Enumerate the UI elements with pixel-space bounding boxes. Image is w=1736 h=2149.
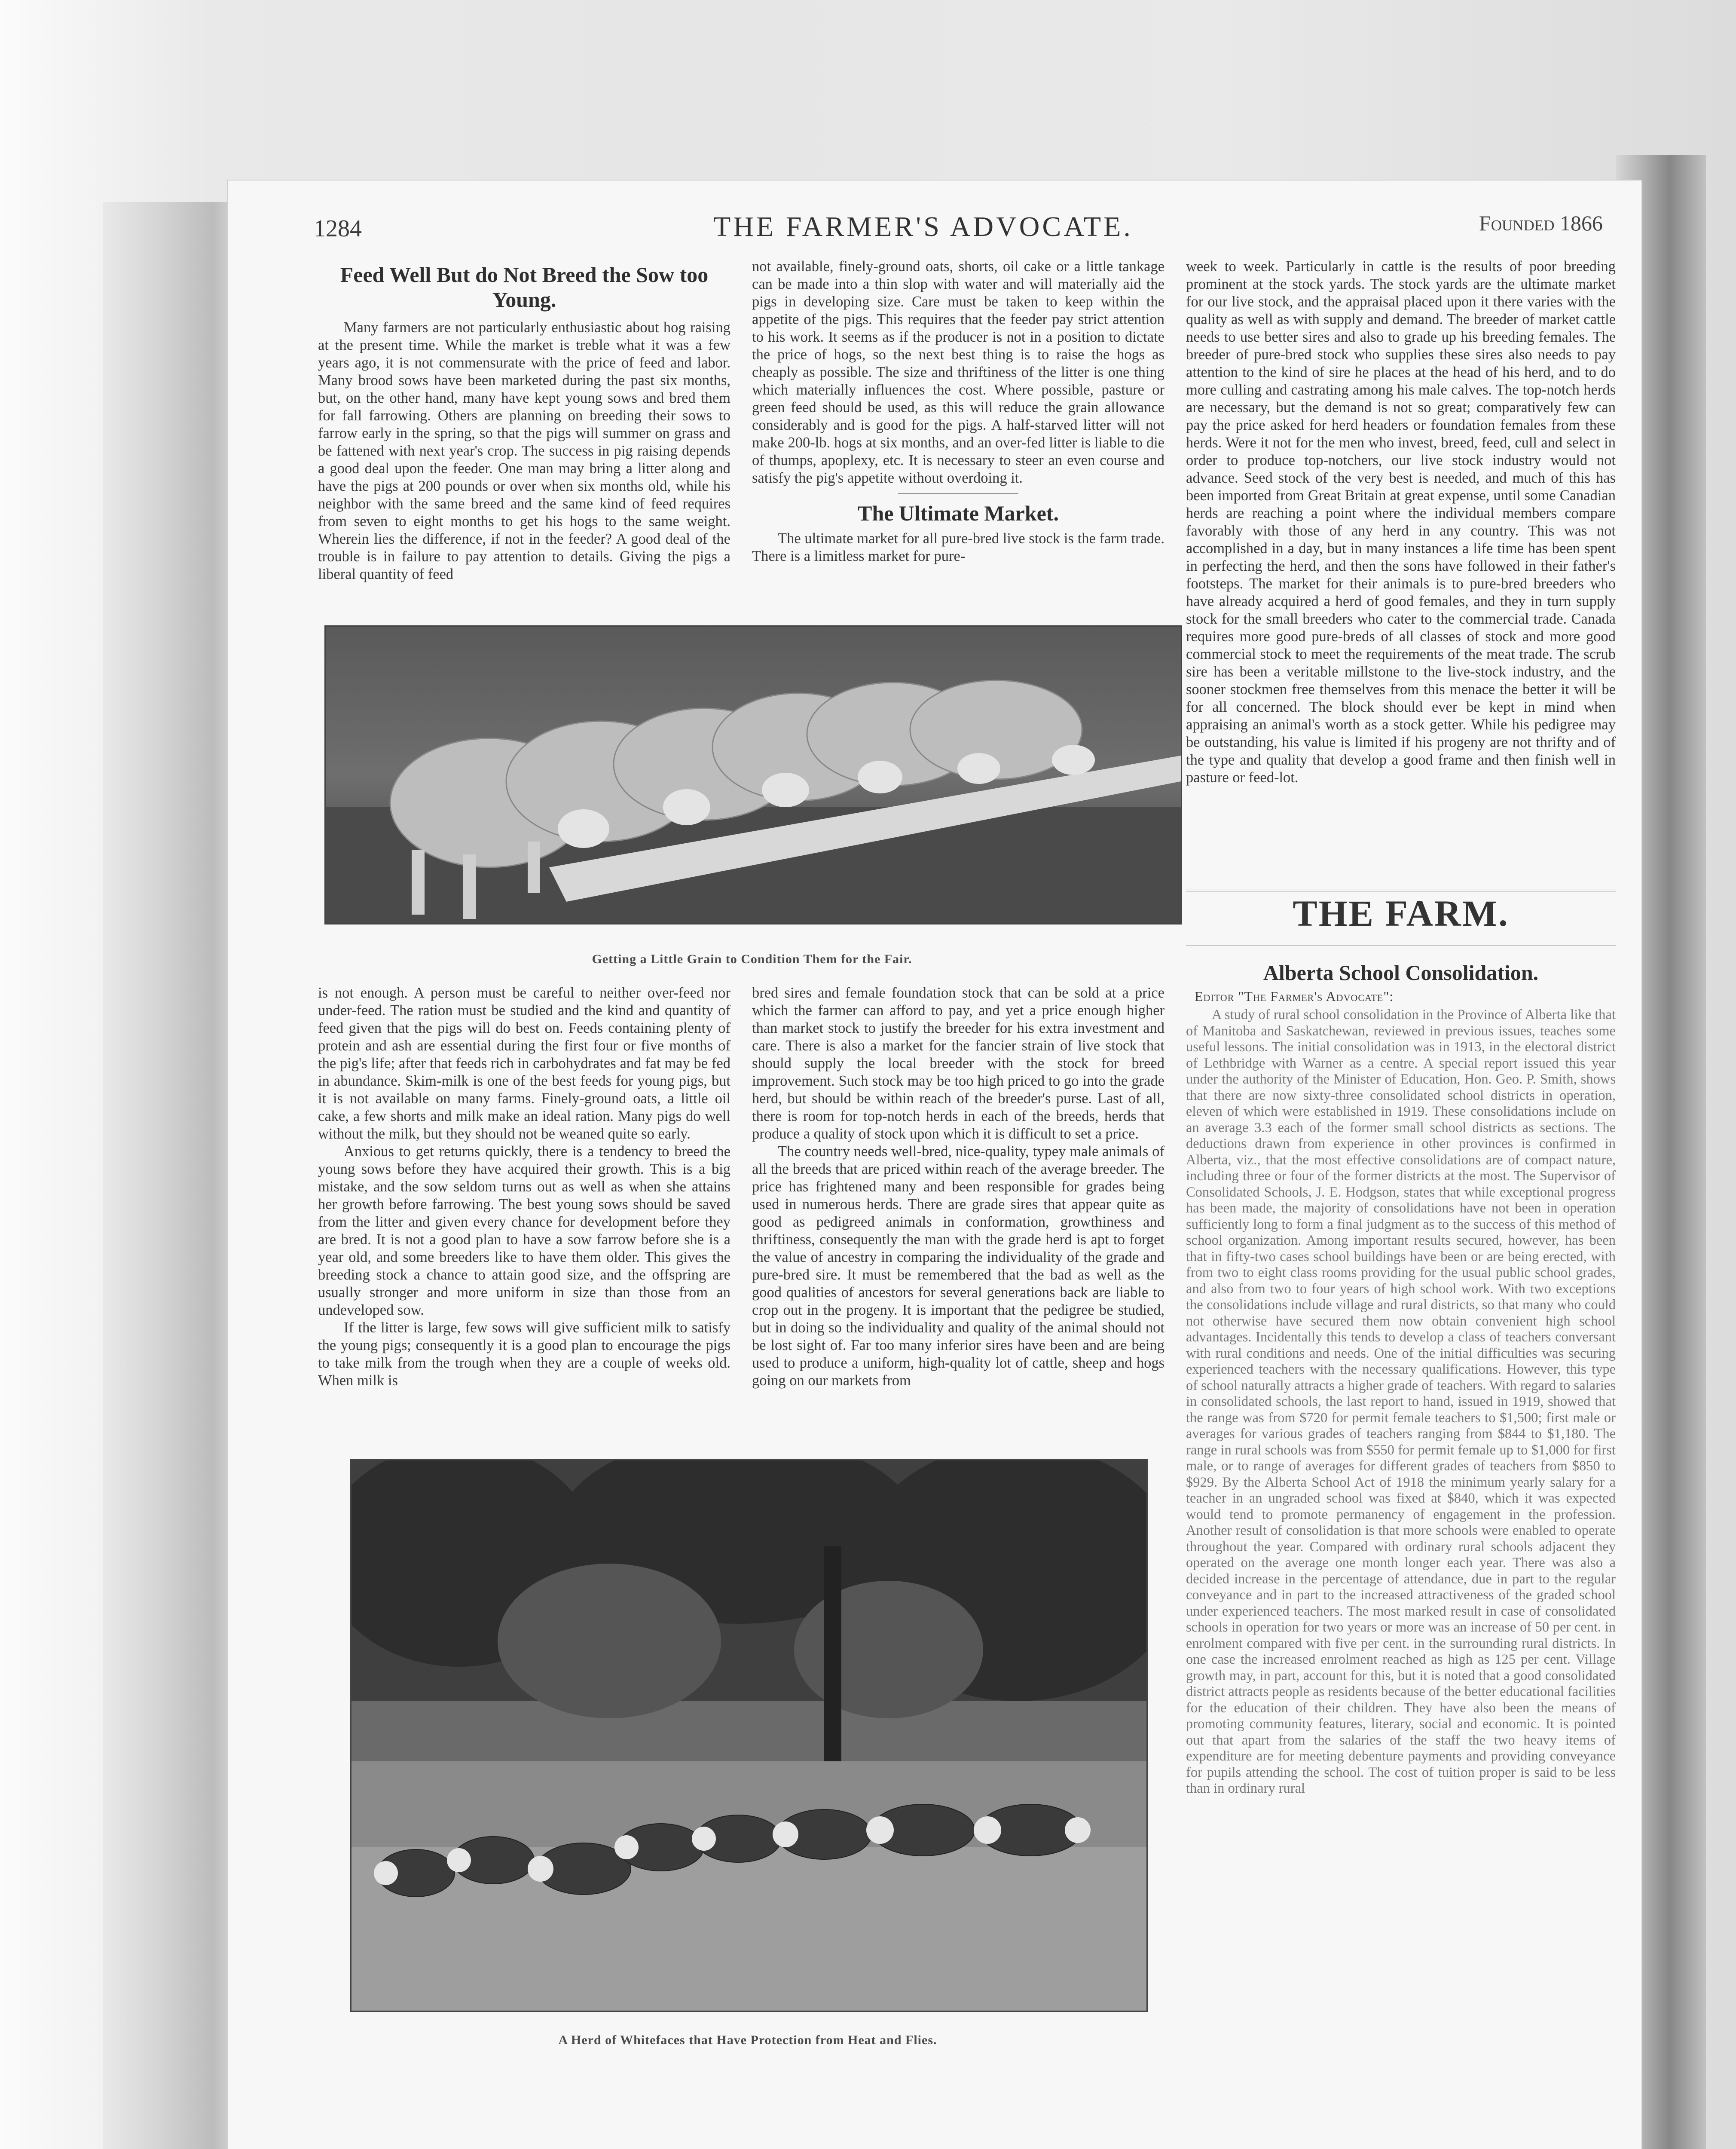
cattle-illustration [351, 1460, 1146, 2011]
column-2-bottom [752, 984, 1164, 1390]
article-title-ultimate: The Ultimate Market. [858, 501, 1059, 525]
paragraph: is not enough. A person must be careful to neither over-feed nor under-feed. The ration must be studied and the kind and quantity of feed given that the pigs will do best on. Feeds containing plenty of protein and ash are essential during the first four or five months of the pig's life; after that feeds rich in carbohydrates and fat may be fed in abundance. Skim-milk is one of the best feeds for young pigs, but it is not available on many farms. Finely-ground oats, a little oil cake, a few shorts and milk make an ideal ration. Many pigs do well without the milk, but they should not be weaned quite so early. [318, 985, 730, 1142]
section-heading: THE FARM. [1293, 893, 1509, 934]
sheep-photo-caption: Getting a Little Grain to Condition Them for the Fair. [592, 952, 912, 966]
editor-line: Editor "The Farmer's Advocate": [1195, 989, 1394, 1004]
sheep-illustration [326, 627, 1181, 923]
founded-line: Founded 1866 [1479, 211, 1603, 235]
column-1-top [318, 262, 730, 583]
paragraph: week to week. Particularly in cattle is the results of poor breeding prominent at the stock yards. The stock yards are the ultimate market for our live stock, and the appraisal placed upon it there varies with the quality as well as with supply and demand. The breeder of market cattle needs to use better sires and also to grade up his breeding females. The breeder of pure-bred stock who supplies these sires also needs to pay attention to the kind of sire he places at the head of his herd, and to do more culling and castrating among his male calves. The top-notch herds are necessary, but the demand is not so great; comparatively few can pay the price asked for herd headers or foundation females from these herds. Were it not for the men who invest, breed, feed, cull and select in order to produce top-notchers, our live stock industry would not advance. Seed stock of the very best is needed, and much of this has been imported from Great Britain at great expense, until some Canadian herds are reaching a point where the individual members compare favorably with those of any herd in any country. This was not accomplished in a day, but in many instances a life time has been spent in perfecting the herd, and then the sons have followed in their father's footsteps. The market for their animals is to pure-bred breeders who have already acquired a herd of good females, and they in turn supply stock for the small breeders who cater to the commercial trade. Canada requires more good pure-breds of all classes of stock and more good commercial stock to meet the requirements of the meat trade. The scrub sire has been a veritable millstone to the live-stock industry, and the sooner stockmen free themselves from this menace the better it will be for all concerned. The block should ever be kept in mind when appraising an animal's worth as a stock getter. While his pedigree may be outstanding, his value is limited if his progeny are not thrifty and of the type and quality that develop a good frame and then finish well in pasture or feed-lot. [1186, 258, 1616, 786]
section-rule-top [1186, 890, 1616, 891]
page-header [314, 211, 1603, 249]
paragraph: Many farmers are not particularly enthusiastic about hog raising at the present time. While the market is treble what it was a few years ago, it is not commensurate with the price of feed and labor. Many brood sows have been marketed during the past six months, but, on the other hand, many have kept young sows and bred them for fall farrowing. Others are planning on breeding their sows to farrow early in the spring, so that the pigs will summer on grass and be fattened with next year's crop. The success in pig raising depends a good deal upon the feeder. One man may bring a litter along and have the pigs at 200 pounds or over when six months old, while his neighbor with the same breed and the same kind of feed requires from seven to eight months to get his hogs to the same weight. Wherein lies the difference, if not in the feeder? A good deal of the trouble is in failure to pay attention to details. Giving the pigs a liberal quantity of feed [318, 319, 730, 582]
page-number: 1284 [314, 215, 362, 242]
paragraph: If the litter is large, few sows will give sufficient milk to satisfy the young pigs; consequently it is a good plan to encourage the pigs to take milk from the trough when they are a couple of weeks old. When milk is [318, 1319, 730, 1389]
column-3-top [1186, 258, 1616, 787]
paragraph: The ultimate market for all pure-bred live stock is the farm trade. There is a limitless market for pure- [752, 530, 1164, 564]
column-3-bottom [1186, 958, 1616, 1797]
column-1-bottom [318, 984, 730, 1390]
column-2-top [752, 258, 1164, 565]
article-title-feed: Feed Well But do Not Breed the Sow too Young. [340, 263, 709, 312]
cattle-photo [350, 1459, 1148, 2012]
paragraph: The country needs well-bred, nice-quality, typey male animals of all the breeds that are priced within reach of the average breeder. The price has frightened many and been responsible for grades being used in numerous herds. There are grade sires that appear quite as good as pedigreed animals in conformation, growthiness and thriftiness, consequently the man with the grade herd is apt to forget the value of ancestry in comparing the individuality of the grade and pure-bred sire. It must be remembered that the bad as well as the good qualities of ancestors for several generations back are liable to crop out in the progeny. It is important that the pedigree be studied, but in doing so the individuality and quality of the animal should not be lost sight of. Far too many inferior sires have been and are being used to produce a uniform, high-quality lot of cattle, sheep and hogs going on our markets from [752, 1143, 1164, 1389]
masthead: THE FARMER'S ADVOCATE. [713, 211, 1133, 242]
cattle-photo-caption: A Herd of Whitefaces that Have Protection from Heat and Flies. [558, 2033, 937, 2047]
paragraph: not available, finely-ground oats, shorts, oil cake or a little tankage can be made into a thin slop with water and will materially aid the pigs in developing size. Care must be taken to keep within the appetite of the pigs. This requires that the feeder pay strict attention to his work. It seems as if the producer is not in a position to dictate the price of hogs, so the next best thing is to raise the hogs as cheaply as possible. The size and thriftiness of the litter is one thing which materially influences the cost. Where possible, pasture or green feed should be used, as this will reduce the grain allowance considerably and is good for the pigs. A half-starved litter will not make 200-lb. hogs at six months, and an over-fed litter is liable to die of thumps, apoplexy, etc. It is necessary to steer an even course and satisfy the pig's appetite without overdoing it. [752, 258, 1164, 486]
divider [898, 493, 1018, 494]
page-edges-left [103, 202, 241, 2149]
section-rule-bottom [1186, 946, 1616, 947]
paragraph: bred sires and female foundation stock that can be sold at a price which the farmer can afford to pay, and yet a price enough higher than market stock to justify the breeder for his extra investment and care. There is also a market for the fancier strain of live stock that should supply the local breeder with the stock for breed improvement. Such stock may be too high priced to go into the grade herd, but should be within reach of the breeder's purse. Last of all, there is room for top-notch herds in each of the breeds, herds that produce a quality of stock upon which it is difficult to set a price. [752, 985, 1164, 1142]
paragraph: A study of rural school consolidation in the Province of Alberta like that of Manitoba and Saskatchewan, reviewed in previous issues, teaches some useful lessons. The initial consolidation was in 1913, in the electoral district of Lethbridge with Warner as a centre. A special report issued this year under the authority of the Minister of Education, Hon. Geo. P. Smith, shows that there are now sixty-three consolidated school districts in operation, eleven of which were established in 1919. These consolidations include on an average 3.3 each of the former small school districts as sections. The deductions drawn from experience in other provinces is confirmed in Alberta, viz., that the most effective consolidations are of compact nature, including three or four of the former districts at the most. The Supervisor of Consolidated Schools, J. E. Hodgson, states that while exceptional progress has been made, the majority of consolidations have not been in operation sufficiently long to form a final judgment as to the success of this method of school organization. Among important results secured, however, has been that in fifty-two cases school buildings have been or are being erected, with from two to eight class rooms providing for the usual public school grades, and also from two to four years of high school work. With two exceptions the consolidations include village and rural districts, so that many who could not otherwise have secured them now obtain convenient high school advantages. Incidentally this tends to develop a class of teachers conversant with rural conditions and needs. One of the initial difficulties was securing experienced teachers with the necessary qualifications. However, this type of school naturally attracts a higher grade of teachers. With regard to salaries in consolidated schools, the last report to hand, issued in 1919, showed that the range was from $720 for permit female teachers to $1,500; first male or averages for various grades of teachers ranging from $844 to $1,180. The range in rural schools was from $550 for permit female up to $1,000 for first male, or to range of averages for different grades of teachers from $850 to $929. By the Alberta School Act of 1918 the minimum yearly salary for a teacher in an ungraded school was fixed at $840, which it was expected would tend to promote permanency of engagement in the profession. Another result of consolidation is that more schools were enabled to operate throughout the year. Compared with ordinary rural schools adjacent they operated on the average one month longer each year. There was also a decided increase in the percentage of attendance, due in part to the regular conveyance and in part to the increased attractiveness of the graded school under experienced teachers. The most marked result in case of consolidated schools in operation for two years or more was an increase of 50 per cent. in enrolment compared with five per cent. in the surrounding rural districts. In one case the increased enrolment reached as high as 125 per cent. Village growth may, in part, account for this, but it is noted that a good consolidated district attracts people as residents because of the better educational facilities for the education of their children. They have also been the means of promoting community features, literary, social and economic. It is pointed out that apart from the salaries of the staff the two heavy items of expenditure are for meeting debenture payments and providing conveyance for pupils attending the school. The cost of tuition proper is said to be less than in ordinary rural [1186, 1007, 1616, 1796]
paragraph: Anxious to get returns quickly, there is a tendency to breed the young sows before they have acquired their growth. This is a big mistake, and the sow seldom turns out as well as when she attains her growth before farrowing. The best young sows should be saved from the litter and given every chance for development before they are bred. It is not a good plan to have a sow farrow before she is a year old, and some breeders like to have them older. This gives the breeding stock a chance to attain good size, and the offspring are usually stronger and more uniform in size than those from an undeveloped sow. [318, 1143, 730, 1318]
sheep-photo [324, 625, 1182, 924]
article-title-alberta: Alberta School Consolidation. [1263, 961, 1539, 985]
